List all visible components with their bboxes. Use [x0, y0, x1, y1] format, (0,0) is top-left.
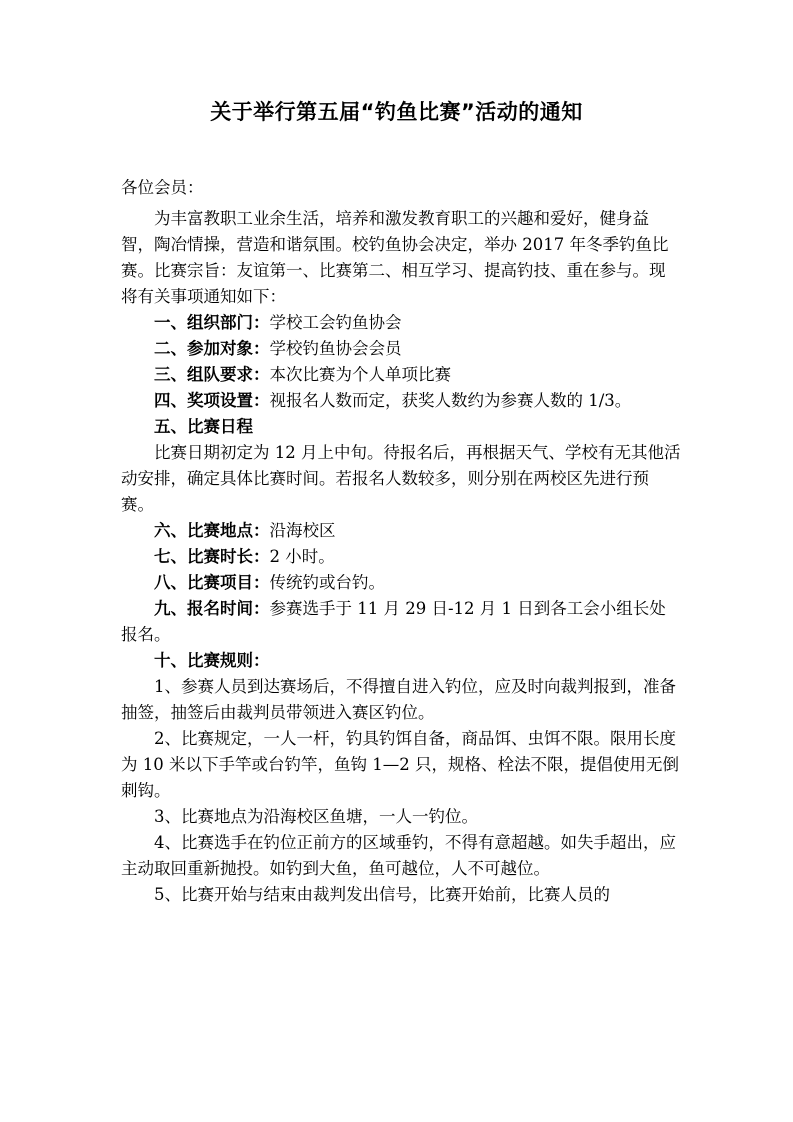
item-label: 九、报名时间：: [154, 599, 270, 618]
rules-heading: 十、比赛规则：: [154, 651, 270, 670]
item-label: 一、组织部门：: [154, 313, 270, 332]
item-label: 六、比赛地点：: [154, 521, 270, 540]
item-label: 二、参加对象：: [154, 339, 270, 358]
rule-item: 2、比赛规定，一人一杆，钓具钓饵自备，商品饵、虫饵不限。限用长度为 10 米以下手竿或台钓竿，鱼钩 1—2 只，规格、栓法不限，提倡使用无倒刺钩。: [121, 729, 679, 800]
greeting: 各位会员：: [121, 178, 204, 197]
schedule-heading: 五、比赛日程: [154, 417, 253, 436]
item-text: 本次比赛为个人单项比赛: [269, 365, 451, 384]
item-team-requirement: [121, 362, 681, 388]
rule-item: 5、比赛开始与结束由裁判发出信号，比赛开始前，比赛人员的: [154, 885, 610, 904]
item-venue: [121, 518, 681, 544]
item-awards: [121, 388, 681, 414]
rule-item: 1、参赛人员到达赛场后，不得擅自进入钓位，应及时向裁判报到，准备抽签，抽签后由裁判员带领进入赛区钓位。: [121, 677, 676, 722]
item-label: 八、比赛项目：: [154, 573, 270, 592]
rule-item: 3、比赛地点为沿海校区鱼塘，一人一钓位。: [154, 807, 478, 826]
item-text: 2 小时。: [269, 547, 335, 566]
schedule-paragraph: 比赛日期初定为 12 月上中旬。待报名后，再根据天气、学校有无其他活动安排，确定具体比赛时间。若报名人数较多，则分别在两校区先进行预赛。: [121, 443, 681, 514]
item-participants: [121, 336, 681, 362]
item-text: 参赛选手于 11 月 29 日-12 月 1 日到各工会小组长处报名。: [121, 599, 666, 644]
item-registration: [121, 596, 681, 648]
item-duration: [121, 544, 681, 570]
notice-title: 关于举行第五届“钓鱼比赛”活动的通知: [210, 100, 583, 124]
item-text: 传统钓或台钓。: [269, 573, 385, 592]
item-text: 视报名人数而定，获奖人数约为参赛人数的 1/3。: [269, 391, 632, 410]
item-text: 沿海校区: [269, 521, 336, 540]
item-organizer: [121, 310, 681, 336]
notice-body: [121, 175, 681, 908]
rule-item: 4、比赛选手在钓位正前方的区域垂钓，不得有意超越。如失手超出，应主动取回重新抛投。如钓到大鱼，鱼可越位，人不可越位。: [121, 833, 676, 878]
intro-paragraph: 为丰富教职工业余生活，培养和激发教育职工的兴趣和爱好，健身益智，陶冶情操，营造和谐氛围。校钓鱼协会决定，举办 2017 年冬季钓鱼比赛。比赛宗旨：友谊第一、比赛第二、相互学习、提高钓技、重在参与。现将有关事项通知如下：: [121, 209, 669, 306]
item-label: 三、组队要求：: [154, 365, 270, 384]
item-text: 学校工会钓鱼协会: [269, 313, 402, 332]
item-label: 四、奖项设置：: [154, 391, 270, 410]
item-text: 学校钓鱼协会会员: [269, 339, 402, 358]
item-events: [121, 570, 681, 596]
item-label: 七、比赛时长：: [154, 547, 270, 566]
